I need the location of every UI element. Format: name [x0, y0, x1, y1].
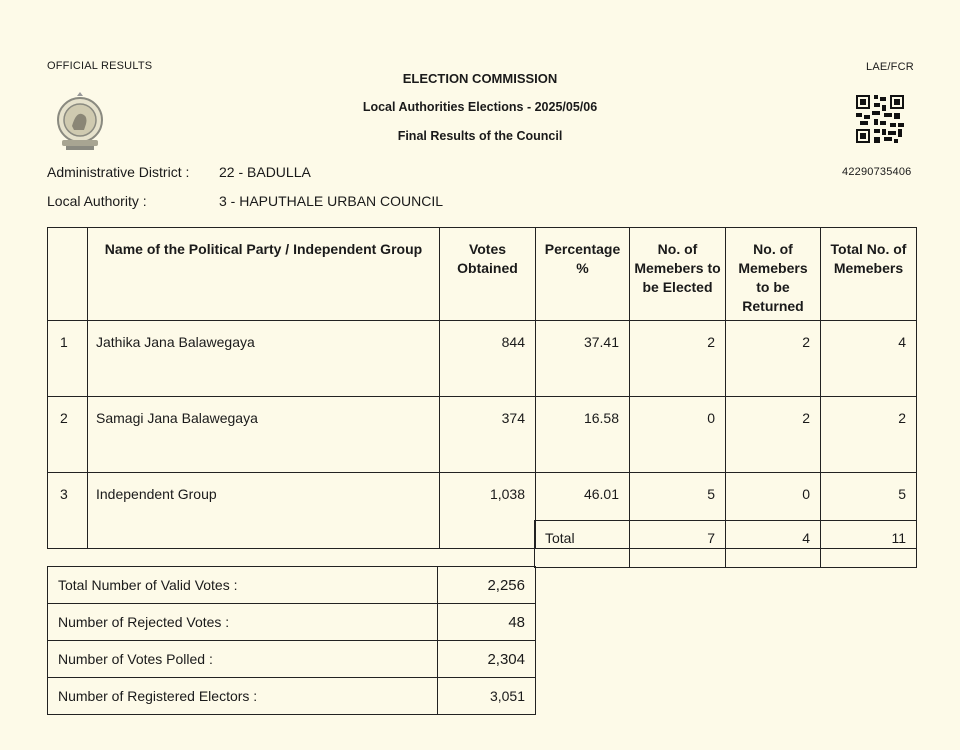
- total-members: 11: [821, 521, 917, 568]
- summary-row: [48, 604, 536, 641]
- row-index: 3: [48, 473, 88, 549]
- percentage: 16.58: [536, 397, 630, 473]
- document-number: 42290735406: [842, 166, 912, 178]
- doc-code: LAE/FCR: [866, 61, 914, 73]
- party-name: Jathika Jana Balawegaya: [88, 321, 440, 397]
- vote-summary-table: [47, 566, 536, 715]
- members-returned: 0: [726, 473, 821, 549]
- col-header-elected: No. of Memebers to be Elected: [630, 228, 726, 321]
- votes-obtained: 1,038: [440, 473, 536, 549]
- valid-votes-label: Total Number of Valid Votes :: [48, 567, 438, 604]
- table-header-row: [48, 228, 917, 321]
- registered-electors-label: Number of Registered Electors :: [48, 678, 438, 715]
- rejected-votes-value: 48: [438, 604, 536, 641]
- col-header-returned: No. of Memebers to be Returned: [726, 228, 821, 321]
- percentage: 37.41: [536, 321, 630, 397]
- totals-row: [535, 521, 917, 568]
- members-total: 4: [821, 321, 917, 397]
- members-returned: 2: [726, 321, 821, 397]
- total-label: Total: [535, 521, 630, 568]
- party-name: Independent Group: [88, 473, 440, 549]
- summary-row: [48, 678, 536, 715]
- elections-subtitle: Local Authorities Elections - 2025/05/06: [362, 100, 598, 114]
- total-elected: 7: [630, 521, 726, 568]
- col-header-party: Name of the Political Party / Independent Group: [88, 228, 440, 321]
- authority-value: 3 - HAPUTHALE URBAN COUNCIL: [219, 193, 444, 209]
- district-label: Administrative District :: [47, 164, 190, 180]
- votes-polled-label: Number of Votes Polled :: [48, 641, 438, 678]
- members-elected: 2: [630, 321, 726, 397]
- col-header-percentage: Percentage %: [536, 228, 630, 321]
- table-row: [48, 397, 917, 473]
- party-name: Samagi Jana Balawegaya: [88, 397, 440, 473]
- emblem-icon: [52, 88, 108, 152]
- votes-polled-value: 2,304: [438, 641, 536, 678]
- totals-table: [534, 520, 917, 568]
- valid-votes-value: 2,256: [438, 567, 536, 604]
- total-returned: 4: [726, 521, 821, 568]
- district-value: 22 - BADULLA: [219, 164, 311, 180]
- row-index: 2: [48, 397, 88, 473]
- commission-title: ELECTION COMMISSION: [402, 71, 558, 86]
- summary-row: [48, 567, 536, 604]
- members-total: 2: [821, 397, 917, 473]
- votes-obtained: 844: [440, 321, 536, 397]
- table-row: [48, 321, 917, 397]
- results-table: [47, 227, 917, 549]
- col-header-votes: Votes Obtained: [440, 228, 536, 321]
- members-elected: 5: [630, 473, 726, 549]
- percentage: 46.01: [536, 473, 630, 549]
- col-header-index: [48, 228, 88, 321]
- registered-electors-value: 3,051: [438, 678, 536, 715]
- col-header-total: Total No. of Memebers: [821, 228, 917, 321]
- qr-code-icon: [856, 95, 904, 143]
- official-results-label: OFFICIAL RESULTS: [47, 60, 153, 72]
- members-returned: 2: [726, 397, 821, 473]
- final-results-title: Final Results of the Council: [397, 129, 563, 143]
- rejected-votes-label: Number of Rejected Votes :: [48, 604, 438, 641]
- members-elected: 0: [630, 397, 726, 473]
- votes-obtained: 374: [440, 397, 536, 473]
- authority-label: Local Authority :: [47, 193, 147, 209]
- members-total: 5: [821, 473, 917, 549]
- summary-row: [48, 641, 536, 678]
- row-index: 1: [48, 321, 88, 397]
